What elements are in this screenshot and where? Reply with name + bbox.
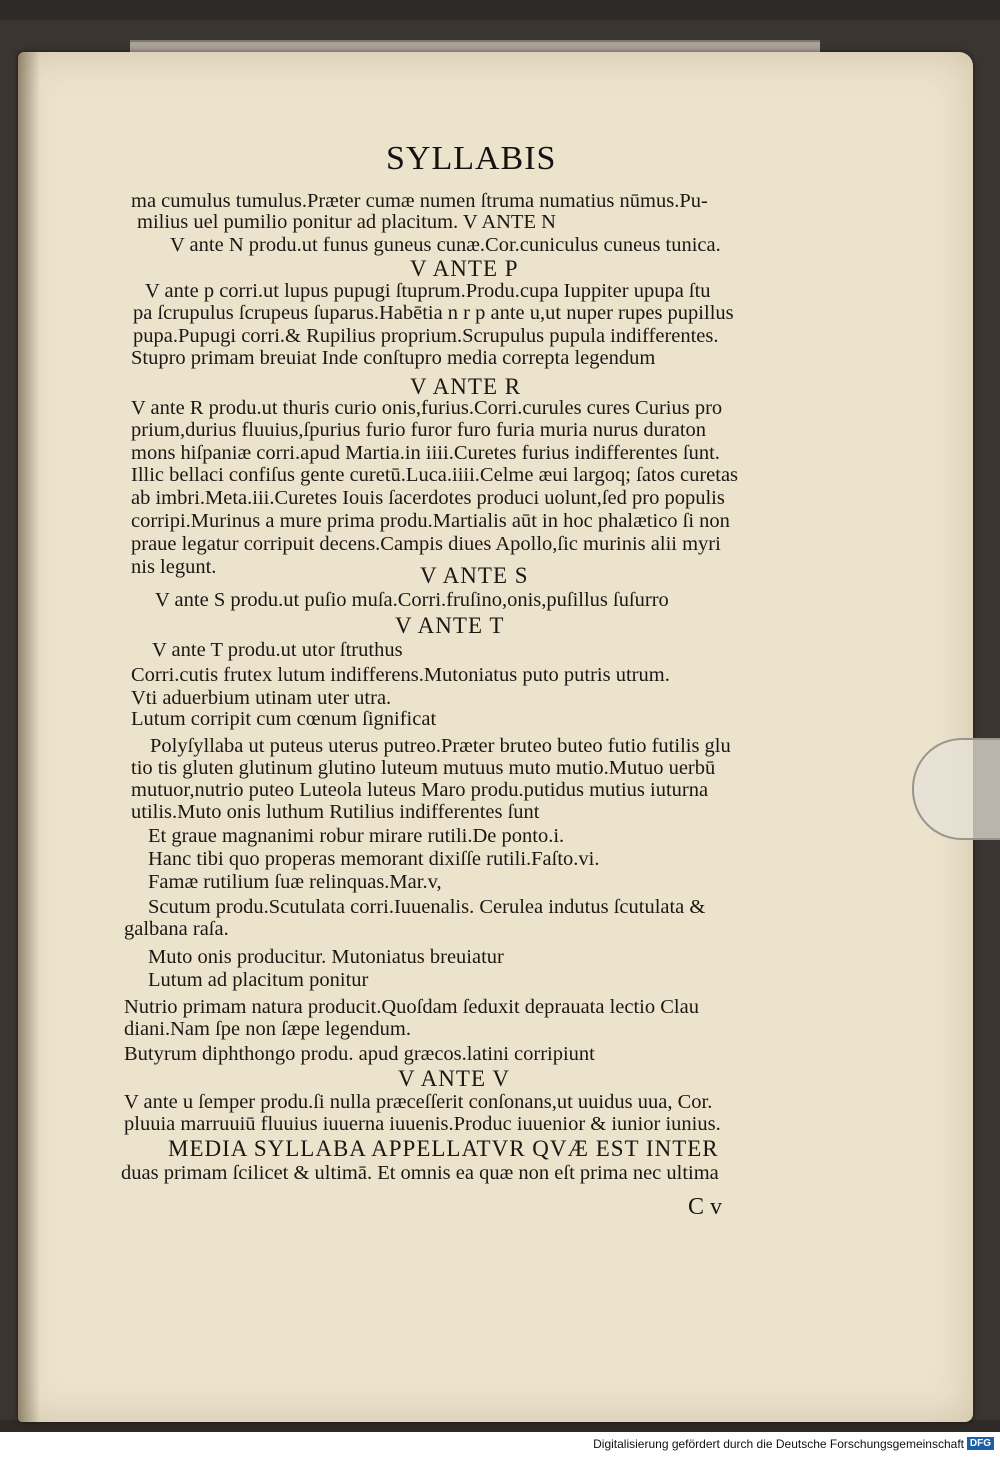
page-gutter-shadow	[18, 52, 40, 1422]
section-heading: V ANTE S	[420, 563, 529, 588]
text-line: Hanc tibi quo properas memorant dixiſſe rutili.Faſto.vi.	[148, 848, 600, 870]
text-line: pa ſcrupulus ſcrupeus ſuparus.Habētia n r p ante u,ut nuper rupes pupillus	[133, 302, 734, 324]
section-heading: MEDIA SYLLABA APPELLATVR QVÆ EST INTER	[168, 1136, 719, 1161]
text-line: ma cumulus tumulus.Præter cumæ numen ſtruma numatius nūmus.Pu-	[131, 190, 708, 212]
text-line: galbana raſa.	[124, 918, 229, 940]
text-line: ab imbri.Meta.iii.Curetes Iouis ſacerdotes produci uolunt,ſed pro populis	[131, 487, 725, 509]
text-line: nis legunt.	[131, 556, 217, 578]
page-clip	[912, 738, 1000, 840]
section-heading: V ANTE T	[395, 613, 505, 638]
section-heading: V ANTE V	[398, 1066, 510, 1091]
text-line: Et graue magnanimi robur mirare rutili.De ponto.i.	[148, 825, 565, 847]
signature-mark: C v	[688, 1194, 723, 1220]
text-line: praue legatur corripuit decens.Campis diues Apollo,ſic murinis alii myri	[131, 533, 721, 555]
text-line: V ante u ſemper produ.ſi nulla præceſſerit conſonans,ut uuidus uua, Cor.	[124, 1091, 713, 1113]
text-line: V ante R produ.ut thuris curio onis,furius.Corri.curules cures Curius pro	[131, 397, 723, 419]
text-line: Lutum corripit cum cœnum ſignificat	[131, 708, 437, 730]
text-line: V ante N produ.ut funus guneus cunæ.Cor.cuniculus cuneus tunica.	[170, 234, 721, 256]
text-line: Lutum ad placitum ponitur	[148, 969, 369, 991]
text-line: Vti aduerbium utinam uter utra.	[131, 687, 392, 709]
text-line: milius uel pumilio ponitur ad placitum. V ANTE N	[137, 211, 556, 233]
text-line: mons hiſpaniæ corri.apud Martia.in iiii.Curetes furius indifferentes ſunt.	[131, 442, 720, 464]
text-line: prium,durius fluuius,ſpurius furio furor furo furia muria nurus duraton	[131, 419, 707, 441]
section-heading: V ANTE R	[410, 374, 522, 399]
text-line: Butyrum diphthongo produ. apud græcos.latini corripiunt	[124, 1043, 595, 1065]
text-line: duas primam ſcilicet & ultimā. Et omnis ea quæ non eſt prima nec ultima	[121, 1162, 719, 1184]
text-line: Corri.cutis frutex lutum indifferens.Mutoniatus puto putris utrum.	[131, 664, 670, 686]
text-line: Muto onis producitur. Mutoniatus breuiatur	[148, 946, 504, 968]
text-line: utilis.Muto onis luthum Rutilius indifferentes ſunt	[131, 801, 540, 823]
text-line: pluuia marruuiū fluuius iuuerna iuuenis.Produc iuuenior & iunior iunius.	[124, 1113, 721, 1135]
text-line: Famæ rutilium ſuæ relinquas.Mar.v,	[148, 871, 442, 893]
page-title: SYLLABIS	[386, 140, 557, 177]
footer-credit: Digitalisierung gefördert durch die Deutsche Forschungsgemeinschaft	[593, 1437, 964, 1451]
text-line: tio tis gluten glutinum glutino luteum mutuus muto mutio.Mutuo uerbū	[131, 757, 716, 779]
text-line: V ante T produ.ut utor ſtruthus	[152, 639, 403, 661]
section-heading: V ANTE P	[410, 256, 519, 281]
text-line: Illic bellaci confiſus gente curetū.Luca.iiii.Celme æui largoq; ſatos curetas	[131, 464, 739, 486]
dfg-logo: DFG	[967, 1437, 994, 1450]
text-line: V ante S produ.ut puſio muſa.Corri.fruſino,onis,puſillus ſuſurro	[155, 589, 669, 611]
text-line: Polyſyllaba ut puteus uterus putreo.Præter bruteo buteo futio futilis glu	[150, 735, 731, 757]
text-line: Nutrio primam natura producit.Quoſdam ſeduxit deprauata lectio Clau	[124, 996, 699, 1018]
text-line: V ante p corri.ut lupus pupugi ſtuprum.Produ.cupa Iuppiter upupa ſtu	[145, 280, 711, 302]
text-line: pupa.Pupugi corri.& Rupilius proprium.Scrupulus pupula indifferentes.	[133, 325, 719, 347]
text-line: Stupro primam breuiat Inde conſtupro media correpta legendum	[131, 347, 656, 369]
text-line: diani.Nam ſpe non ſæpe legendum.	[124, 1018, 411, 1040]
text-line: corripi.Murinus a mure prima produ.Martialis aūt in hoc phalætico ſi non	[131, 510, 730, 532]
text-line: Scutum produ.Scutulata corri.Iuuenalis. Cerulea indutus ſcutulata &	[148, 896, 706, 918]
text-line: mutuor,nutrio puteo Luteola luteus Maro produ.putidus mutius iuturna	[131, 779, 709, 801]
